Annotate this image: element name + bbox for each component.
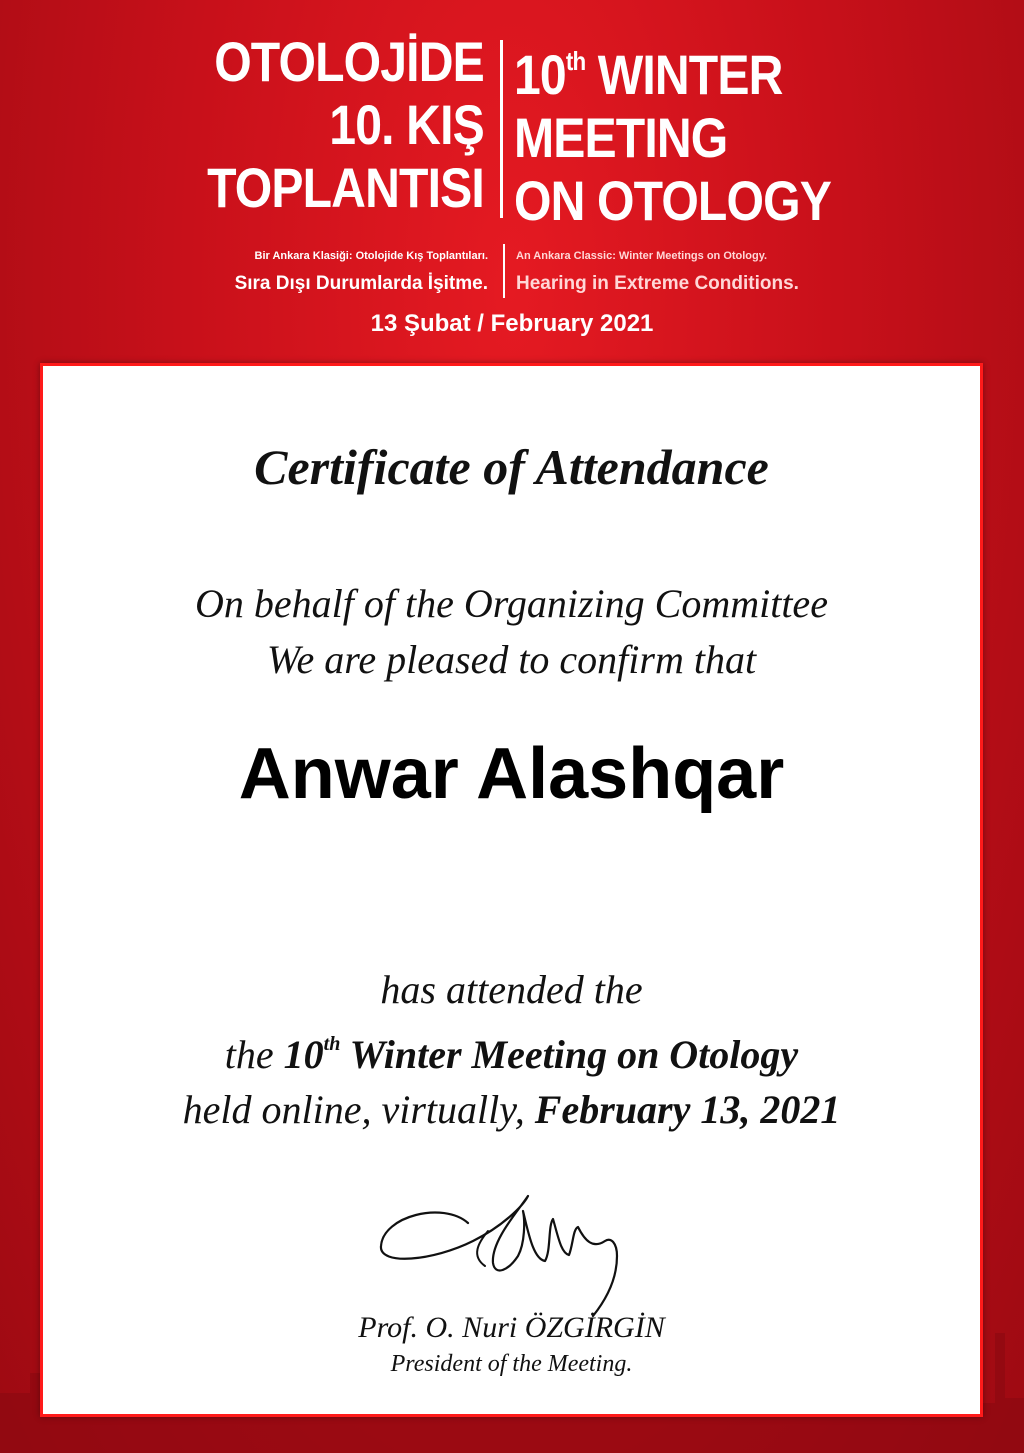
title-tr-line: 10. KIŞ — [329, 93, 484, 156]
title-en-line — [514, 30, 831, 106]
title-en-winter: WINTER — [597, 43, 783, 106]
tagline-english — [516, 248, 799, 298]
certificate-card — [40, 363, 983, 1417]
title-divider — [500, 40, 503, 218]
tagline-en-small: An Ankara Classic: Winter Meetings on Otology. — [516, 250, 768, 262]
title-en-number: 10 — [514, 43, 566, 106]
meeting-ordinal: th — [323, 1033, 341, 1055]
tagline-en-big: Hearing in Extreme Conditions. — [516, 273, 799, 294]
title-en-ordinal: th — [565, 46, 586, 76]
title-tr-line: TOPLANTISI — [207, 156, 484, 219]
intro-line: On behalf of the Organizing Committee — [195, 581, 828, 626]
meeting-date: 13 Şubat / February 2021 — [370, 310, 654, 337]
meeting-name: Winter Meeting on Otology — [349, 1032, 799, 1077]
attendee-name: Anwar Alashqar — [238, 734, 785, 814]
intro-line: We are pleased to confirm that — [266, 637, 757, 682]
handwritten-signature — [373, 1171, 643, 1321]
certificate-title: Certificate of Attendance — [254, 439, 769, 495]
certificate-intro — [43, 576, 980, 688]
tagline-turkish — [235, 248, 488, 298]
title-en-line: ON OTOLOGY — [514, 169, 831, 232]
body-line — [43, 1082, 980, 1137]
body-line: has attended the — [380, 967, 643, 1012]
signer-name: Prof. O. Nuri ÖZGİRGİN — [358, 1311, 665, 1344]
meeting-date-text: February 13, 2021 — [534, 1087, 841, 1132]
body-line — [43, 1017, 980, 1082]
body-line3-prefix: held online, virtually, — [182, 1087, 525, 1132]
title-tr-line: OTOLOJİDE — [214, 30, 484, 93]
certificate-body — [43, 962, 980, 1137]
body-line2-prefix: the — [224, 1032, 274, 1077]
title-en-line: MEETING — [514, 106, 728, 169]
meeting-title-turkish — [207, 30, 484, 219]
meeting-header — [0, 30, 1024, 232]
meeting-number: 10 — [283, 1032, 324, 1077]
meeting-title-english — [514, 30, 831, 232]
tagline-divider — [503, 244, 505, 298]
tagline-tr-small: Bir Ankara Klasiği: Otolojide Kış Toplantıları. — [254, 250, 488, 262]
signer-role: President of the Meeting. — [390, 1351, 633, 1377]
tagline-tr-big: Sıra Dışı Durumlarda İşitme. — [234, 273, 488, 294]
